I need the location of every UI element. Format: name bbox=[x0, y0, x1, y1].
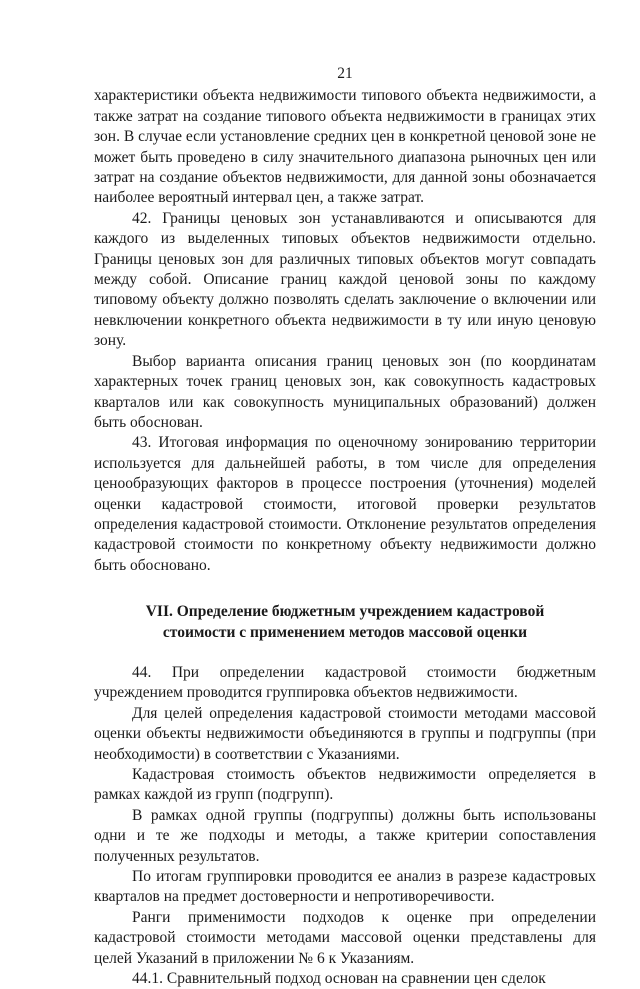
paragraph-44: 44. При определении кадастровой стоимости бюджетным учреждением проводится группировка объектов недвижимости. bbox=[94, 663, 596, 702]
paragraph-44-within-groups: Кадастровая стоимость объектов недвижимости определяется в рамках каждой из групп (подгрупп). bbox=[94, 766, 596, 804]
paragraph-44-same-methods: В рамках одной группы (подгруппы) должны быть использованы одни и те же подходы и методы, а также критерии сопоставления полученных результатов. bbox=[94, 806, 596, 865]
paragraph-42: 42. Границы ценовых зон устанавливаются и описываются для каждого из выделенных типовых объектов недвижимости отдельно. Границы ценовых зон для различных типовых объектов могут совпадать между собой. Описание границ каждой ценовой зоны по каждому типовому объекту должно позволять сделать заключение о включении или невключении конкретного объекта недвижимости в ту или иную ценовую зону. bbox=[94, 209, 596, 350]
page-number: 21 bbox=[337, 65, 353, 82]
section-heading bbox=[94, 602, 596, 643]
paragraph-continuation: характеристики объекта недвижимости типового объекта недвижимости, а также затрат на создание типового объекта недвижимости в границах этих зон. В случае если установление средних цен в конкретной ценовой зоне не может быть проведено в силу значительного диапазона рыночных цен или затрат на создание объектов недвижимости, для данной зоны обозначается наиболее вероятный интервал цен, а также затрат. bbox=[94, 87, 596, 207]
document-page bbox=[94, 64, 596, 989]
paragraph-44-groups: Для целей определения кадастровой стоимости методами массовой оценки объекты недвижимости объединяются в группы и подгруппы (при необходимости) в соответствии с Указаниями. bbox=[94, 704, 596, 763]
paragraph-44-1: 44.1. Сравнительный подход основан на сравнении цен сделок bbox=[132, 970, 546, 988]
section-heading-line-1: VII. Определение бюджетным учреждением кадастровой bbox=[145, 603, 545, 621]
paragraph-42-border-choice: Выбор варианта описания границ ценовых зон (по координатам характерных точек границ ценовых зон, как совокупность кадастровых кварталов или как совокупность муниципальных образований) должен быть обоснован. bbox=[94, 352, 596, 431]
paragraph-44-analysis: По итогам группировки проводится ее анализ в разрезе кадастровых кварталов на предмет достоверности и непротиворечивости. bbox=[94, 868, 596, 906]
paragraph-43: 43. Итоговая информация по оценочному зонированию территории используется для дальнейшей работы, в том числе для определения ценообразующих факторов в процессе построения (уточнения) моделей оценки кадастровой стоимости, итоговой проверки результатов определения кадастровой стоимости. Отклонение результатов определения кадастровой стоимости по конкретному объекту недвижимости должно быть обосновано. bbox=[94, 434, 596, 574]
paragraph-44-ranks: Ранги применимости подходов к оценке при определении кадастровой стоимости методами массовой оценки представлены для целей Указаний в приложении № 6 к Указаниям. bbox=[94, 908, 596, 967]
section-heading-line-2: стоимости с применением методов массовой оценки bbox=[162, 623, 528, 641]
